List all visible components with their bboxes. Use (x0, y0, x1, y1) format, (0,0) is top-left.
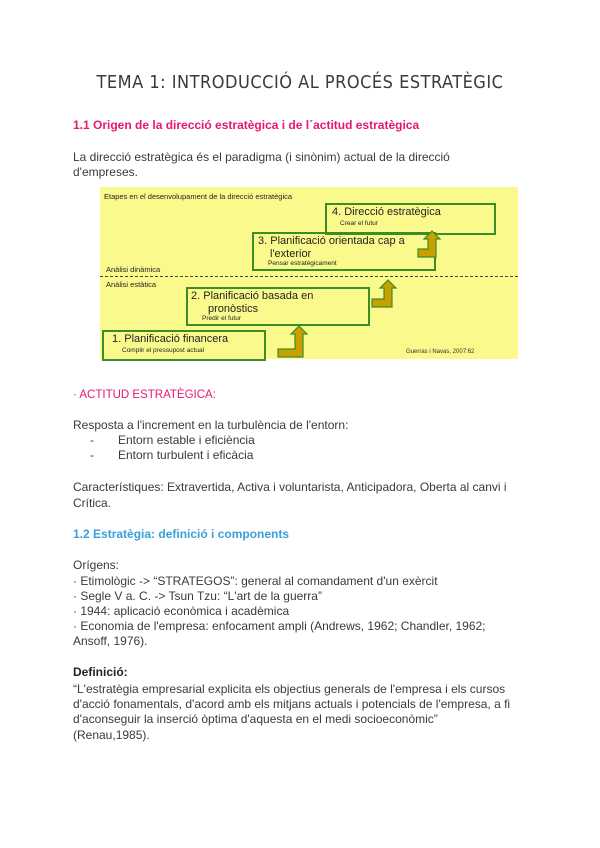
origins-item-4: · Economia de l'empresa: enfocament ampli (Andrews, 1962; Chandler, 1962; (73, 619, 486, 633)
caracteristiques-line-2: Crítica. (73, 496, 112, 510)
definition-line-4: (Renau,1985). (73, 728, 150, 742)
origins-item-1: · Etimològic -> “STRATEGOS”: general al comandament d'un exèrcit (73, 574, 438, 588)
stage-4-subtitle: Crear el futur (340, 220, 378, 227)
actitud-list-item-2 (90, 448, 253, 463)
intro-paragraph-line-2: d'empreses. (73, 165, 138, 179)
caracteristiques-line-1: Característiques: Extravertida, Activa i voluntarista, Anticipadora, Oberta al canvi i (73, 480, 507, 494)
origins-item-2: · Segle V a. C. -> Tsun Tzu: “L'art de la guerra” (73, 589, 322, 603)
intro-paragraph-line-1: La direcció estratègica és el paradigma (i sinònim) actual de la direcció (73, 150, 450, 164)
actitud-list-item-1 (90, 433, 255, 448)
step-arrow-icon-3 (418, 231, 440, 257)
stage-2-title-line-2: pronòstics (208, 303, 259, 315)
actitud-heading: · ACTITUD ESTRATÈGICA: (73, 389, 216, 401)
stage-2-subtitle: Predir el futur (202, 315, 242, 322)
stage-3-title-line-1: 3. Planificació orientada cap a (258, 235, 405, 247)
stage-3-title-line-2: l'exterior (270, 248, 312, 260)
definition-line-2: d'acció fonamentals, d'acord amb els mitjans actuals i potencials de l'empresa, a fi (73, 697, 511, 711)
stage-1-title: 1. Planificació financera (112, 333, 229, 345)
list-item-text: Entorn turbulent i eficàcia (118, 448, 254, 462)
step-arrow-icon-1 (278, 326, 307, 357)
origins-item-4-cont: Ansoff, 1976). (73, 634, 148, 648)
definition-line-1: “L'estratègia empresarial explicita els objectius generals de l'empresa i els cursos (73, 682, 506, 696)
origins-item-3: · 1944: aplicació econòmica i acadèmica (73, 604, 290, 618)
label-static-analysis: Anàlisi estàtica (106, 280, 157, 289)
label-dynamic-analysis: Anàlisi dinàmica (106, 265, 161, 274)
section-1-1-heading: 1.1 Origen de la direcció estratègica i de l´actitud estratègica (73, 118, 420, 132)
stage-1-subtitle: Complir el pressupost actual (122, 347, 205, 354)
list-dash: - (90, 448, 94, 462)
definition-line-3: d'aconseguir la inserció òptima d'aquesta en el medi socioeconòmic” (73, 712, 438, 726)
list-item-text: Entorn estable i eficiència (118, 433, 255, 447)
origins-label: Orígens: (73, 558, 120, 572)
figure-header: Etapes en el desenvolupament de la direcció estratègica (104, 192, 293, 201)
list-dash: - (90, 433, 94, 447)
stage-4-title: 4. Direcció estratègica (332, 206, 441, 218)
stage-2-title-line-1: 2. Planificació basada en (191, 290, 314, 302)
section-1-2-heading: 1.2 Estratègia: definició i components (73, 527, 290, 541)
definition-label: Definició: (73, 665, 128, 679)
stage-3-subtitle: Pensar estratègicament (268, 260, 337, 267)
page-title: TEMA 1: INTRODUCCIÓ AL PROCÉS ESTRATÈGIC (96, 72, 504, 93)
step-arrows (100, 187, 518, 359)
stages-figure (100, 187, 518, 359)
figure-source: Guerras i Navas, 2007:62 (406, 349, 475, 355)
step-arrow-icon-2 (372, 280, 396, 307)
actitud-intro: Resposta a l'increment en la turbulència de l'entorn: (73, 418, 349, 432)
